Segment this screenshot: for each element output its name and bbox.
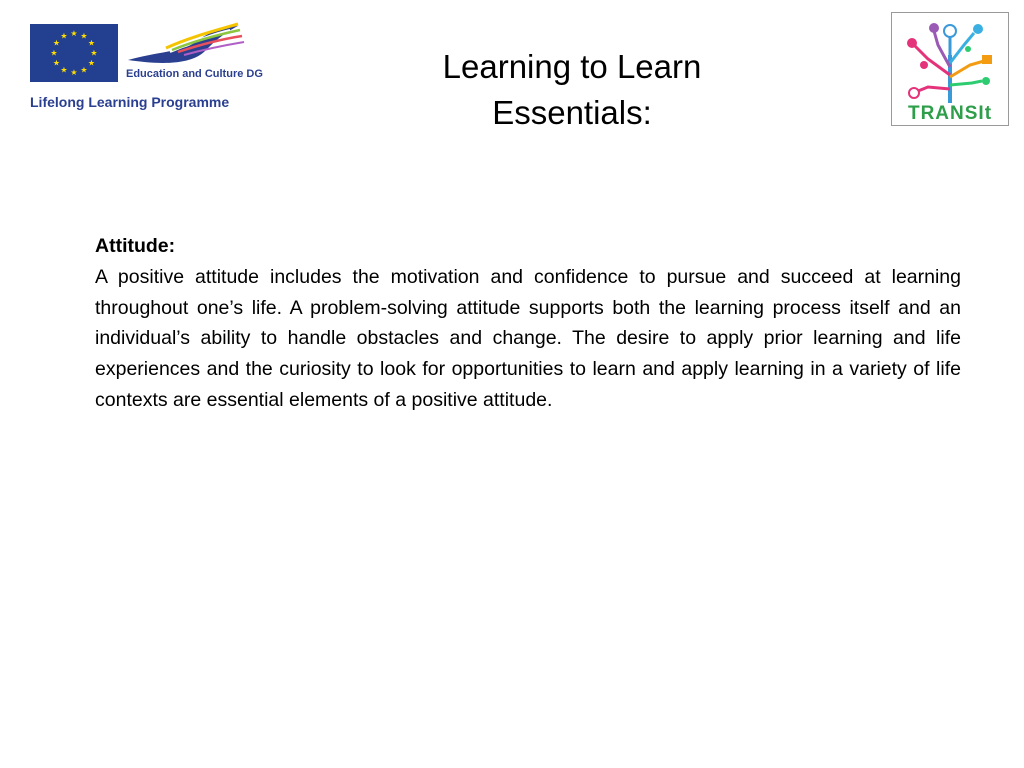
svg-text:★: ★ xyxy=(60,31,68,41)
svg-text:★: ★ xyxy=(80,31,88,41)
svg-text:★: ★ xyxy=(87,58,96,68)
attitude-section xyxy=(95,231,961,416)
transit-logo xyxy=(891,12,1009,126)
svg-text:★: ★ xyxy=(80,65,88,75)
svg-text:★: ★ xyxy=(60,65,68,75)
section-heading: Attitude: xyxy=(95,235,176,257)
svg-text:★: ★ xyxy=(90,48,98,58)
title-line-1: Learning to Learn xyxy=(442,48,702,85)
lifelong-learning-programme-label: Lifelong Learning Programme xyxy=(30,94,230,110)
svg-text:★: ★ xyxy=(70,68,78,77)
eu-lifelong-learning-logo xyxy=(26,20,286,120)
education-culture-dg-label: Education and Culture DG xyxy=(126,68,263,80)
section-paragraph: A positive attitude includes the motivation and confidence to pursue and succeed at learning throughout one’s life. A problem-solving attitude supports both the learning process itself and an individual’s ability to handle obstacles and change. The desire to apply prior learning and life experiences and the curiosity to look for opportunities to learn and apply learning in a variety of life contexts are essential elements of a positive attitude. xyxy=(95,265,961,411)
svg-text:★: ★ xyxy=(52,38,61,48)
svg-text:★: ★ xyxy=(50,48,58,58)
transit-wordmark: TRANSIt xyxy=(907,103,993,124)
eu-flag-icon xyxy=(30,24,118,82)
svg-text:★: ★ xyxy=(87,38,96,48)
transit-tree-icon xyxy=(898,15,1002,103)
slide-title xyxy=(372,44,772,136)
title-line-2: Essentials: xyxy=(492,94,652,131)
svg-text:★: ★ xyxy=(70,29,78,38)
svg-text:★: ★ xyxy=(52,58,61,68)
